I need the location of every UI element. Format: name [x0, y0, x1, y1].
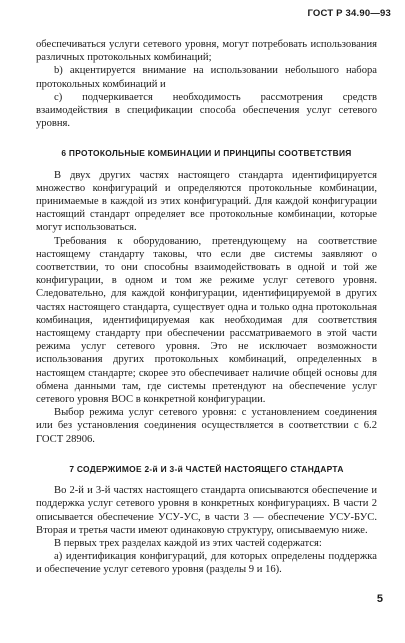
document-body [36, 38, 377, 577]
paragraph: В двух других частях настоящего стандарта идентифицируется множество конфигураций и определяются протокольные комбинации, принимаемые в каждой из этих конфигураций. Для каждой конфигурации настоящий стандарт определяет все протокольные комбинации, которые могут использоваться. [36, 169, 377, 234]
paragraph: Требования к оборудованию, претендующему на соответствие настоящему стандарту таковы, что если две системы заявляют о соответствии, то они способны взаимодействовать в одной и той же конфигурации, в одном и том же режиме услуг сетевого уровня. Следовательно, для каждой конфигурации, идентифицируемой в других частях настоящего стандарта, существует одна и только одна протокольная комбинация, идентифицируемая как необходимая для соответствия настоящему стандарту при обеспечении рассматриваемого в этой части режима услуг сетевого уровня. Это не исключает возможности использования других протокольных комбинаций, определенных в настоящем стандарте; скорее это обеспечивает наличие общей основы для обмена данными там, где системы претендуют на обеспечение услуг сетевого уровня ВОС в конкретной конфигурации. [36, 235, 377, 406]
list-item-b: b) акцентируется внимание на использовании небольшого набора протокольных комбинаций и [36, 65, 377, 90]
list-item-a: а) идентификация конфигураций, для которых определены поддержка и обеспечение услуг сетевого уровня (разделы 9 и 16). [36, 551, 377, 576]
paragraph: обеспечиваться услуги сетевого уровня, могут потребовать использования различных протокольных комбинаций; [36, 39, 377, 64]
paragraph: Во 2-й и 3-й частях настоящего стандарта описываются обеспечение и поддержка услуг сетевого уровня в конкретных конфигурациях. В части 2 описывается обеспечение УСУ-УС, в части 3 — обеспечение УСУ-БУС. Вторая и третья части имеют одинаковую структуру, описываемую ниже. [36, 485, 377, 536]
list-item-c: c) подчеркивается необходимость рассмотрения средств взаимодействия в спецификации способа обеспечения услуг сетевого уровня. [36, 91, 377, 130]
page-number: 5 [376, 593, 383, 605]
section-7-heading: 7 СОДЕРЖИМОЕ 2-й И 3-й ЧАСТЕЙ НАСТОЯЩЕГО СТАНДАРТА [69, 463, 344, 474]
paragraph: Выбор режима услуг сетевого уровня: с установлением соединения или без установления соединения осуществляется в соответствии с 6.2 ГОСТ 28906. [36, 407, 377, 445]
section-6-heading: 6 ПРОТОКОЛЬНЫЕ КОМБИНАЦИИ И ПРИНЦИПЫ СООТВЕТСТВИЯ [61, 148, 352, 159]
document-code-header: ГОСТ Р 34.90—93 [307, 8, 391, 19]
paragraph: В первых трех разделах каждой из этих частей содержатся: [54, 537, 322, 549]
